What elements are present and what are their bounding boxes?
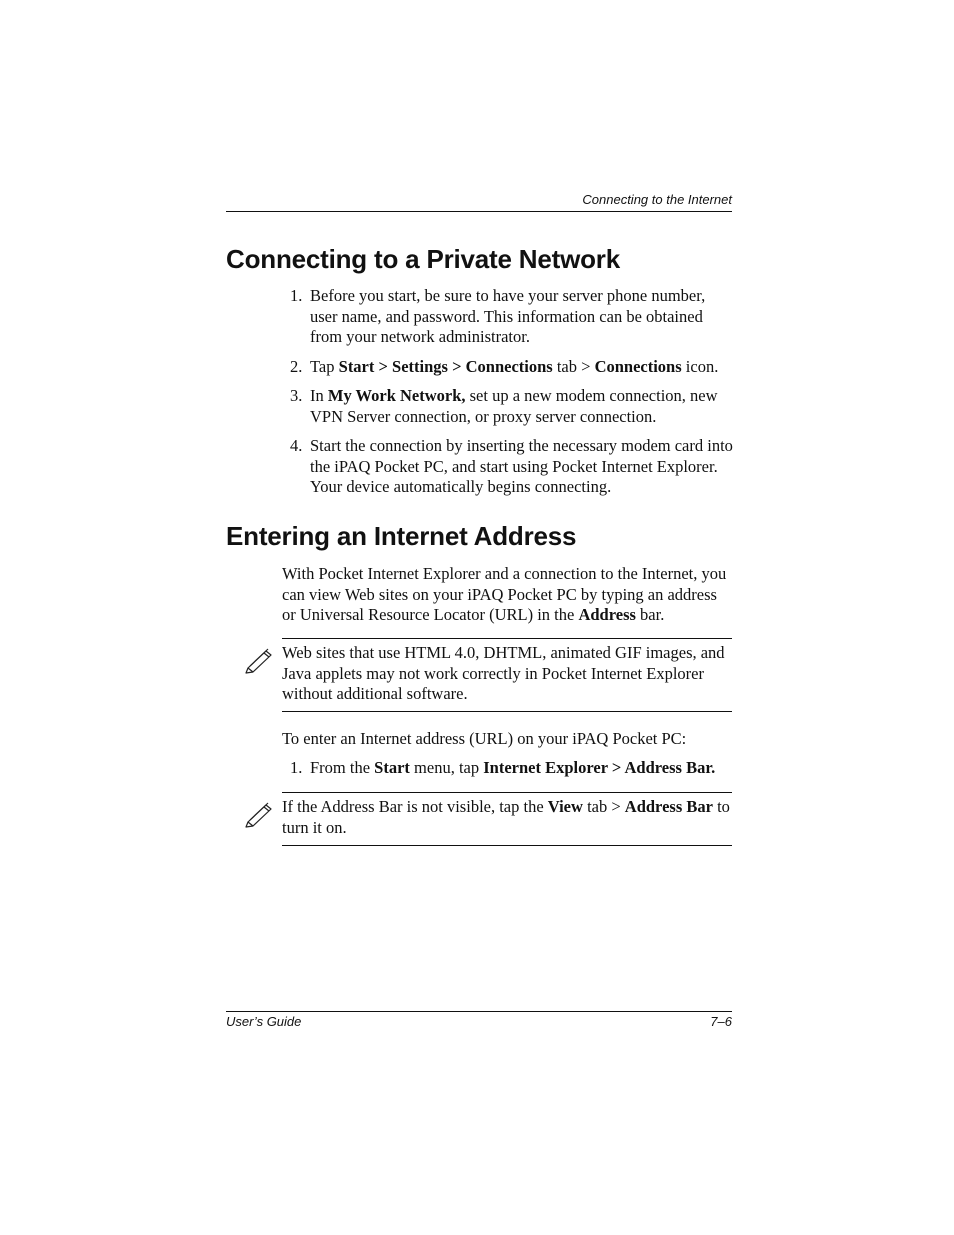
note-text: Web sites that use HTML 4.0, DHTML, animated GIF images, and Java applets may not work correctly in Pocket Internet Explorer without additional software.	[282, 643, 725, 703]
step-text: In My Work Network, set up a new modem connection, new VPN Server connection, or proxy server connection.	[310, 386, 718, 426]
step-text: Tap Start > Settings > Connections tab > Connections icon.	[310, 357, 719, 376]
step-number: 2.	[290, 357, 303, 376]
header-rule	[226, 211, 732, 212]
section-title-private-network: Connecting to a Private Network	[226, 244, 620, 274]
menu-start: Start	[374, 758, 410, 777]
running-header: Connecting to the Internet	[582, 192, 732, 207]
menu-address-bar: Address Bar.	[624, 758, 716, 777]
step-text: Start the connection by inserting the necessary modem card into the iPAQ Pocket PC, and start using Pocket Internet Explorer. Your device automatically begins connecting.	[310, 436, 733, 496]
menu-internet-explorer: Internet Explorer	[483, 758, 608, 777]
step-number: 4.	[290, 436, 303, 455]
menu-connections-tab: Connections	[465, 357, 553, 376]
step-number: 1.	[290, 758, 303, 777]
footer-rule	[226, 1011, 732, 1012]
note-text: If the Address Bar is not visible, tap the View tab > Address Bar to turn it on.	[282, 797, 730, 837]
step-text: From the Start menu, tap Internet Explorer > Address Bar.	[310, 758, 716, 777]
lead-in-text: To enter an Internet address (URL) on your iPAQ Pocket PC:	[282, 729, 687, 748]
section-title-internet-address: Entering an Internet Address	[226, 521, 577, 551]
note-rule-bottom	[282, 845, 732, 846]
view-tab: View	[547, 797, 583, 816]
menu-connections-icon: Connections	[594, 357, 682, 376]
step-number: 3.	[290, 386, 303, 405]
menu-start: Start	[338, 357, 375, 376]
step-number: 1.	[290, 286, 303, 305]
footer-title: User’s Guide	[226, 1014, 302, 1029]
page-number: 7–6	[710, 1014, 732, 1029]
pencil-note-icon	[244, 800, 276, 828]
note-rule-top	[282, 638, 732, 639]
intro-paragraph: With Pocket Internet Explorer and a connection to the Internet, you can view Web sites on your iPAQ Pocket PC by typing an address or Universal Resource Locator (URL) in the Address bar.	[282, 564, 727, 624]
address-bar-term: Address	[578, 605, 636, 624]
note-rule-top	[282, 792, 732, 793]
address-bar-term: Address Bar	[624, 797, 713, 816]
pencil-note-icon	[244, 646, 276, 674]
step-text: Before you start, be sure to have your server phone number, user name, and password. This information can be obtained from your network administrator.	[310, 286, 706, 346]
note-rule-bottom	[282, 711, 732, 712]
menu-settings: Settings	[392, 357, 448, 376]
my-work-network: My Work Network,	[327, 386, 466, 405]
